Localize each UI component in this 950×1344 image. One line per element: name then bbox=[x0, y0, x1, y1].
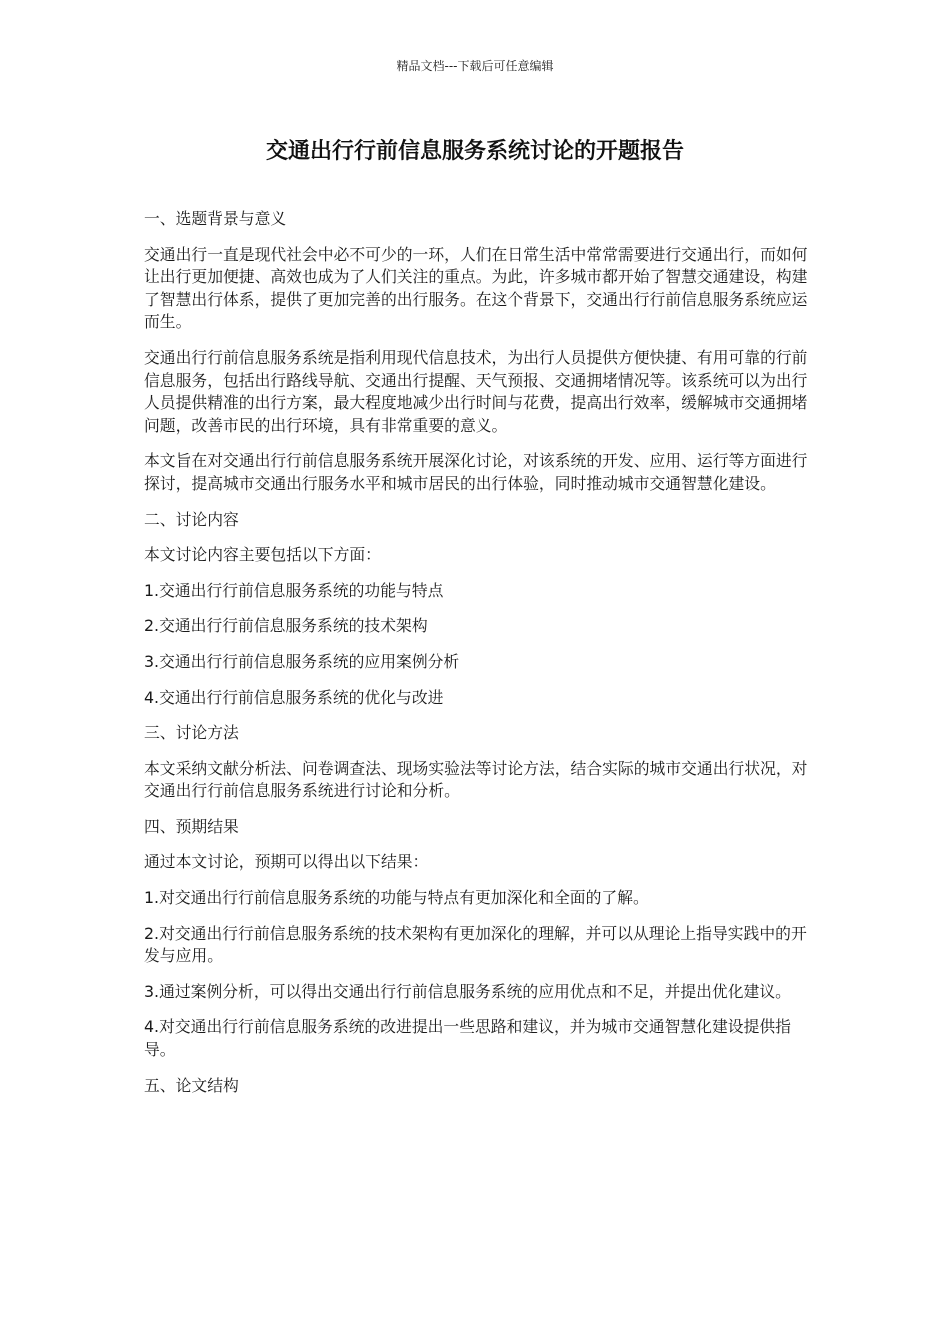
document-title: 交通出行行前信息服务系统讨论的开题报告 bbox=[265, 139, 684, 164]
section-heading: 五、论文结构 bbox=[144, 1075, 239, 1095]
list-item: 1.交通出行行前信息服务系统的功能与特点 bbox=[144, 580, 444, 600]
list-item: 3.通过案例分析，可以得出交通出行行前信息服务系统的应用优点和不足，并提出优化建议。 bbox=[144, 981, 791, 1001]
section-heading: 二、讨论内容 bbox=[144, 509, 239, 529]
body-paragraph: 本文采纳文献分析法、问卷调查法、现场实验法等讨论方法，结合实际的城市交通出行状况，对交通出行行前信息服务系统进行讨论和分析。 bbox=[144, 758, 808, 801]
body-paragraph: 本文讨论内容主要包括以下方面： bbox=[144, 545, 381, 565]
body-paragraph: 本文旨在对交通出行行前信息服务系统开展深化讨论，对该系统的开发、应用、运行等方面进行探讨，提高城市交通出行服务水平和城市居民的出行体验，同时推动城市交通智慧化建设。 bbox=[144, 451, 808, 493]
list-item: 2.交通出行行前信息服务系统的技术架构 bbox=[144, 616, 428, 636]
body-paragraph: 交通出行一直是现代社会中必不可少的一环，人们在日常生活中常常需要进行交通出行，而如何让出行更加便捷、高效也成为了人们关注的重点。为此，许多城市都开始了智慧交通建设，构建了智慧出行体系，提供了更加完善的出行服务。在这个背景下，交通出行行前信息服务系统应运而生。 bbox=[144, 244, 808, 332]
header-note: 精品文档---下载后可任意编辑 bbox=[396, 59, 554, 73]
list-item: 1.对交通出行行前信息服务系统的功能与特点有更加深化和全面的了解。 bbox=[144, 888, 649, 908]
section-heading: 一、选题背景与意义 bbox=[144, 209, 287, 228]
list-item: 3.交通出行行前信息服务系统的应用案例分析 bbox=[144, 651, 460, 671]
list-item: 4.交通出行行前信息服务系统的优化与改进 bbox=[144, 687, 444, 707]
list-item: 4.对交通出行行前信息服务系统的改进提出一些思路和建议，并为城市交通智慧化建设提供指导。 bbox=[144, 1017, 791, 1060]
document-body bbox=[144, 208, 808, 1110]
section-heading: 四、预期结果 bbox=[144, 816, 239, 836]
body-paragraph: 交通出行行前信息服务系统是指利用现代信息技术，为出行人员提供方便快捷、有用可靠的行前信息服务，包括出行路线导航、交通出行提醒、天气预报、交通拥堵情况等。该系统可以为出行人员提供精准的出行方案，最大程度地减少出行时间与花费，提高出行效率，缓解城市交通拥堵问题，改善市民的出行环境，具有非常重要的意义。 bbox=[144, 347, 808, 435]
body-paragraph: 通过本文讨论，预期可以得出以下结果： bbox=[144, 852, 429, 872]
section-heading: 三、讨论方法 bbox=[144, 723, 239, 743]
list-item: 2.对交通出行行前信息服务系统的技术架构有更加深化的理解，并可以从理论上指导实践中的开发与应用。 bbox=[144, 923, 807, 966]
